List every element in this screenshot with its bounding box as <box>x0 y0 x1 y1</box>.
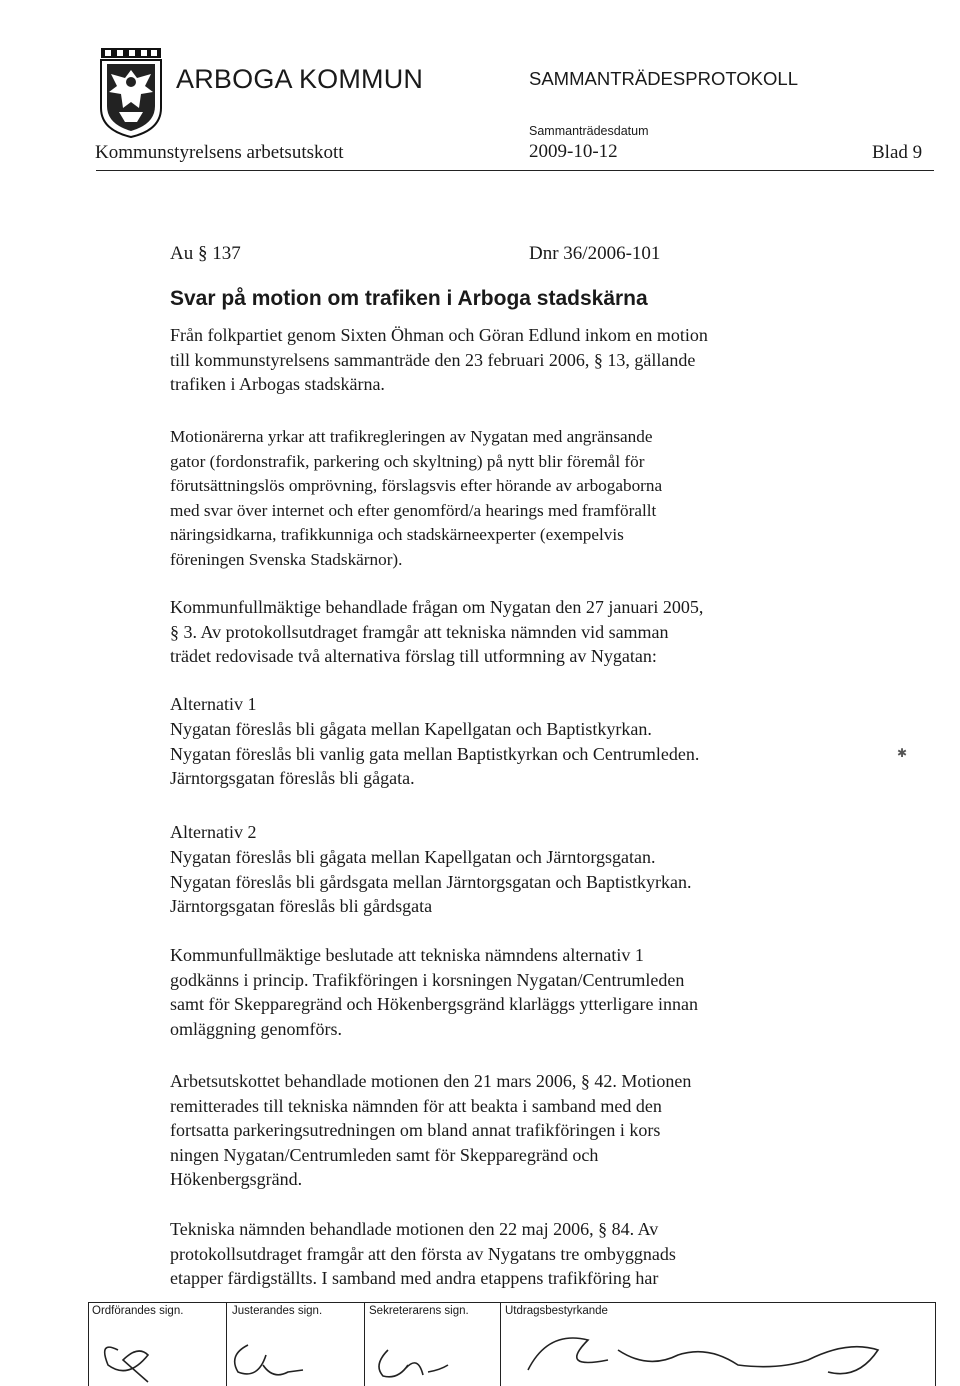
adjuster-signature-label: Justerandes sign. <box>232 1305 323 1317</box>
municipality-name: ARBOGA KOMMUN <box>176 64 424 94</box>
list-item: Järntorgsgatan föreslås bli gågata. <box>170 768 415 788</box>
text-line: Kommunfullmäktige behandlade frågan om Nygatan den 27 januari 2005, <box>170 597 704 617</box>
text-line: remitterades till tekniska nämnden för att beakta i samband med den <box>170 1095 662 1116</box>
text-line: trafiken i Arbogas stadskärna. <box>170 374 385 394</box>
header-divider <box>96 170 934 171</box>
paragraph-council-decision <box>170 943 850 1041</box>
text-line: Från folkpartiet genom Sixten Öhman och Göran Edlund inkom en motion <box>170 325 708 345</box>
text-line: till kommunstyrelsens sammanträde den 23 februari 2006, § 13, gällande <box>170 349 696 370</box>
case-heading: Svar på motion om trafiken i Arboga stadskärna <box>170 287 648 310</box>
text-line: omläggning genomförs. <box>170 1018 342 1039</box>
text-line: trädet redovisade två alternativa förslag till utformning av Nygatan: <box>170 646 657 666</box>
list-item: Nygatan föreslås bli gågata mellan Kapellgatan och Baptistkyrkan. <box>170 719 652 739</box>
secretary-signature-label: Sekreterarens sign. <box>369 1305 469 1317</box>
alternative-2-list <box>170 845 692 919</box>
adjuster-signature <box>235 1345 303 1375</box>
coat-of-arms-icon <box>97 48 165 138</box>
committee-name: Kommunstyrelsens arbetsutskott <box>95 142 344 163</box>
chair-signature-label: Ordförandes sign. <box>92 1305 184 1317</box>
extract-certification-label: Utdragsbestyrkande <box>505 1305 608 1317</box>
text-line: godkänns i princip. Trafikföringen i korsningen Nygatan/Centrumleden <box>170 969 685 990</box>
text-line: Tekniska nämnden behandlade motionen den 22 maj 2006, § 84. Av <box>170 1219 659 1239</box>
document-type: SAMMANTRÄDESPROTOKOLL <box>529 68 798 89</box>
scan-speck: ✱ <box>897 746 908 760</box>
certifier-signature <box>528 1338 878 1374</box>
meeting-date: 2009-10-12 <box>529 141 618 162</box>
case-number: Au § 137 <box>170 243 241 264</box>
list-item: Nygatan föreslås bli gågata mellan Kapellgatan och Järntorgsgatan. <box>170 847 656 867</box>
text-line: protokollsutdraget framgår att den första av Nygatans tre ombyggnads <box>170 1243 676 1264</box>
text-line: föreningen Svenska Stadskärnor). <box>170 549 403 569</box>
secretary-signature <box>379 1350 448 1377</box>
text-line: Hökenbergsgränd. <box>170 1169 303 1189</box>
paragraph-background <box>170 323 850 397</box>
list-item: Nygatan föreslås bli vanlig gata mellan Baptistkyrkan och Centrumleden. <box>170 743 700 764</box>
list-item: Nygatan föreslås bli gårdsgata mellan Järntorgsgatan och Baptistkyrkan. <box>170 871 692 892</box>
alternative-1-list <box>170 717 699 791</box>
text-line: fortsatta parkeringsutredningen om bland annat trafikföringen i kors <box>170 1120 661 1140</box>
alternative-1-title: Alternativ 1 <box>170 694 257 714</box>
text-line: näringsidkarna, trafikkunniga och stadskärneexperter (exempelvis <box>170 525 624 544</box>
list-item: Järntorgsgatan föreslås bli gårdsgata <box>170 896 433 916</box>
text-line: Motionärerna yrkar att trafikregleringen av Nygatan med angränsande <box>170 427 653 446</box>
text-line: Kommunfullmäktige beslutade att tekniska nämndens alternativ 1 <box>170 945 644 965</box>
paragraph-technical-board <box>170 1217 850 1291</box>
footer-divider <box>88 1302 936 1303</box>
chair-signature <box>105 1347 148 1382</box>
date-label: Sammanträdesdatum <box>529 124 649 138</box>
handwritten-signatures <box>88 1310 936 1386</box>
text-line: Arbetsutskottet behandlade motionen den 21 mars 2006, § 42. Motionen <box>170 1071 692 1091</box>
text-line: ningen Nygatan/Centrumleden samt för Skepparegränd och <box>170 1144 599 1165</box>
sheet-number: Blad 9 <box>872 142 923 163</box>
text-line: gator (fordonstrafik, parkering och skyltning) på nytt blir föremål för <box>170 451 645 471</box>
paragraph-working-committee <box>170 1069 850 1192</box>
paragraph-council-2005 <box>170 595 850 669</box>
text-line: § 3. Av protokollsutdraget framgår att tekniska nämnden vid samman <box>170 621 669 642</box>
text-line: samt för Skepparegränd och Hökenbergsgränd klarläggs ytterligare innan <box>170 994 698 1014</box>
text-line: med svar över internet och efter genomförd/a hearings med framförallt <box>170 500 657 520</box>
text-line: etapper färdigställts. I samband med andra etappens trafikföring har <box>170 1268 659 1288</box>
alternative-2-title: Alternativ 2 <box>170 822 257 842</box>
paragraph-motion-request <box>170 425 850 572</box>
text-line: förutsättningslös omprövning, förslagsvis efter hörande av arbogaborna <box>170 476 663 495</box>
diary-number: Dnr 36/2006-101 <box>529 243 661 264</box>
